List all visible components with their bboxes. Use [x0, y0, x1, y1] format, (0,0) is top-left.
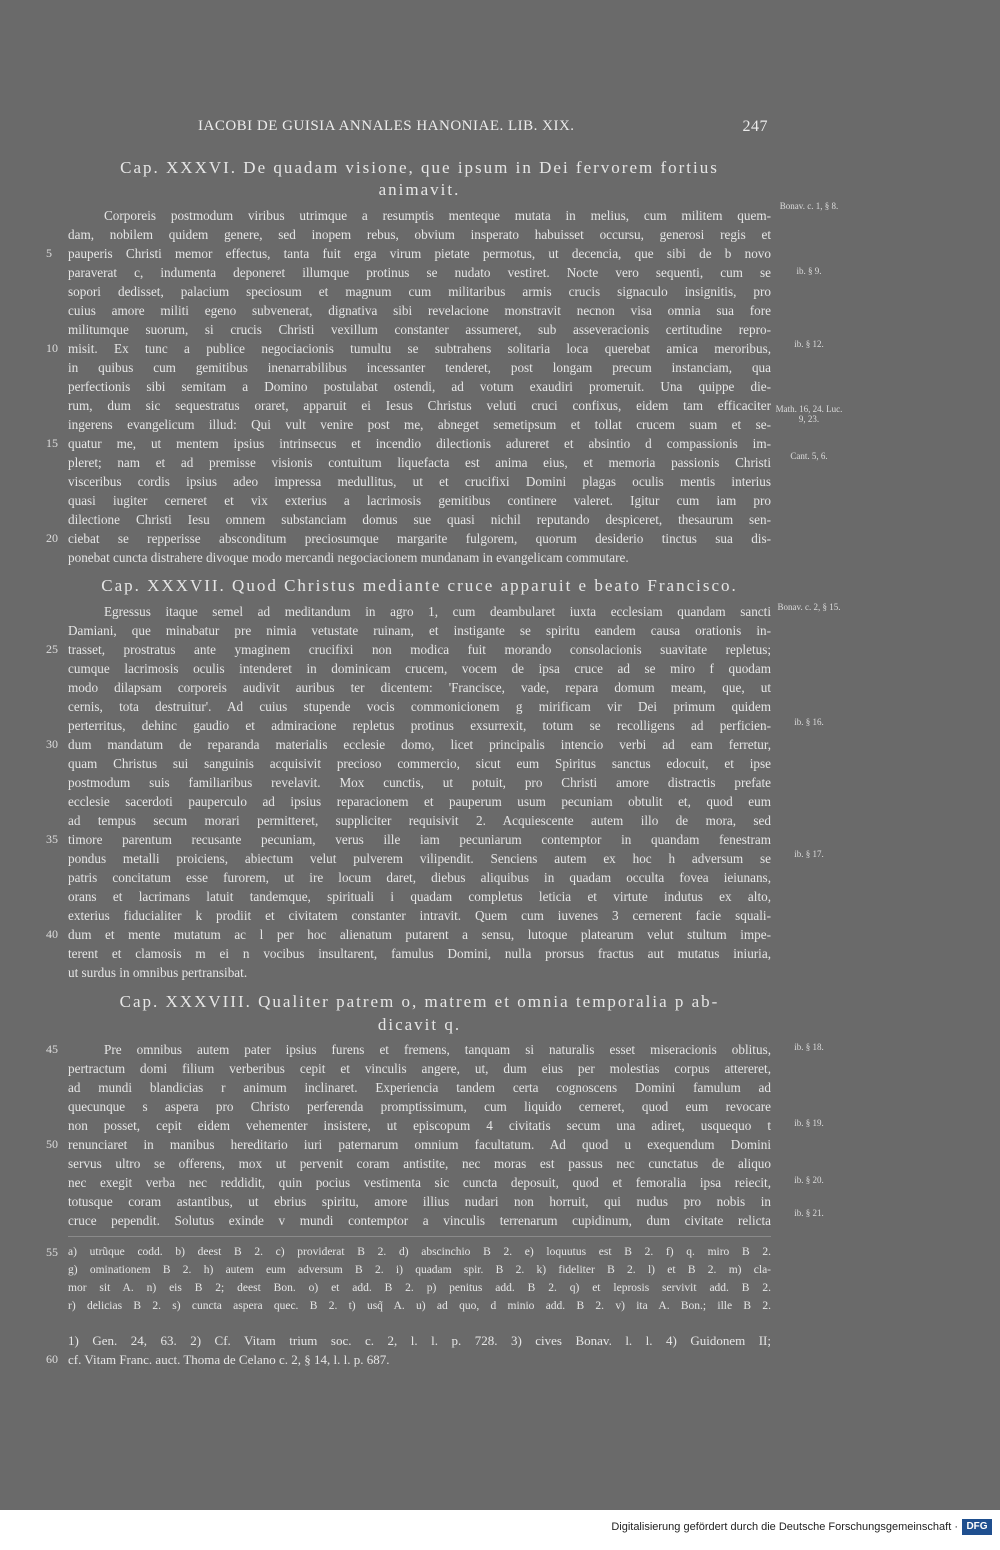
margin-note: ib. § 21. [794, 1208, 824, 1218]
footnote-line: a) utrũque codd. b) deest B 2. c) providerat B 2. d) abscinchio B 2. e) loquutus est B 2. f) q. miro B 2. [68, 1246, 771, 1258]
line-number: 30 [46, 737, 58, 751]
margin-note: ib. § 17. [794, 849, 824, 859]
chapter-heading: Cap. XXXVII. Quod Christus mediante cruce apparuit e beato Francisco. [101, 576, 738, 595]
text-line: nec exegit verba nec reddidit, quin pocius vestimenta sic cuncta deposuit, quod et femoralia ipsa reiecit, [68, 1175, 771, 1190]
text-line: quasi iugiter cerneret et vix exterius a lacrimosis gemitibus continere valeret. Igitur cum iam pro [68, 493, 771, 508]
text-line: postmodum suis familiaribus revelavit. Mox cunctis, ut potuit, pro Christi amore distractis prefate [68, 775, 771, 790]
text-line: ad mundi blandicias r animum inclinaret. Experiencia tandem certa cognoscens Domini famulum ad [68, 1080, 771, 1095]
line-number: 35 [46, 832, 58, 846]
text-line: renunciaret in manibus hereditario iuri paternarum omnium facultatum. Ad quod u exequendum Domini [68, 1137, 771, 1152]
page-number: 247 [742, 118, 768, 135]
reference-line: cf. Vitam Franc. auct. Thoma de Celano c. 2, § 14, l. l. p. 687. [68, 1352, 390, 1367]
text-line: pauperis Christi memor effectus, tanta fuit erga virum pietate permotus, ut decencia, que sibi de b novo [68, 246, 771, 261]
margin-note: ib. § 12. [794, 339, 824, 349]
text-line: dilectione Christi Iesu omnem substanciam domus sue quasi nichil reputando despiceret, thesaurum sen- [68, 512, 771, 527]
text-line: ut surdus in omnibus pertransibat. [68, 965, 248, 980]
text-line: pleret; nam et ad premisse visionis contuitum liquefacta est anima eius, et memoria passionis Christi [68, 455, 771, 470]
text-line: paraverat c, indumenta deponeret illumque protinus se nudato vestiret. Nocte vero sequenti, cum se [68, 265, 771, 280]
dfg-logo: DFG [962, 1519, 992, 1535]
text-line: perterritus, dehinc gaudio et admiracione repletus protinus exsurrexit, totum se recolligens ad perficien- [68, 718, 771, 733]
text-line: sopori dedisset, palacium speciosum et magnum cum militaribus armis crucis signaculo insignitis, pro [68, 284, 771, 299]
text-line: rum, dum sic sequestratus oraret, apparuit ei Iesus Christus veluti cruci confixus, eidem tam efficaciter [68, 398, 771, 413]
text-line: militumque suorum, si crucis Christi vexillum constanter assumeret, sub asseveracionis certitudine repro- [68, 322, 771, 337]
line-number: 40 [46, 927, 58, 941]
text-line: quam Christus sui sanguinis acquisivit precioso commercio, sicut eum Spiritus sanctus edocuit, et ipse [68, 756, 771, 771]
text-line: quecunque s aspera pro Christo perferenda promptissimum, cum liquido cerneret, quod eum revocare [68, 1099, 771, 1114]
chapter-heading: animavit. [378, 180, 461, 199]
line-number: 5 [46, 246, 52, 260]
line-number: 10 [46, 341, 58, 355]
footnote-rule [68, 1236, 771, 1237]
text-line: cumque lacrimosis oculis intenderet in dominicam crucem, vocem de ipsa cruce ad se miro f quodam [68, 661, 771, 676]
chapter-heading: Cap. XXXVI. De quadam visione, que ipsum in Dei fervorem fortius [120, 158, 719, 177]
text-line: cuius amore militi egeno subvenerat, dignativa sibi revelacione monstravit necnon visa omnia sua fore [68, 303, 771, 318]
text-line: servus ultro se offerens, mox ut pervenit coram antistite, nec moras est passus nec cunctatus de aliquo [68, 1156, 771, 1171]
margin-note: Bonav. c. 2, § 15. [777, 602, 841, 612]
text-line: ingerens evangelicum illud: Qui vult venire post me, abneget semetipsum et tollat crucem suam et se- [68, 417, 771, 432]
margin-note: Cant. 5, 6. [790, 451, 828, 461]
chapter-heading: Cap. XXXVIII. Qualiter patrem o, matrem et omnia temporalia p ab- [119, 992, 720, 1011]
text-line: Corporeis postmodum viribus utrimque a resumptis menteque mutata in melius, cum militem quem- [104, 208, 771, 223]
margin-note: Bonav. c. 1, § 8. [779, 201, 839, 211]
line-number: 20 [46, 531, 58, 545]
text-line: dum et mente mutatum ac l per hoc alienatum putarent a sensu, lutoque platearum velut stultum impe- [68, 927, 771, 942]
line-number: 15 [46, 436, 58, 450]
text-line: perfectionis sibi semitam a Domino postulabat ostendi, ad votum exaudiri promeruit. Una quippe die- [68, 379, 771, 394]
margin-note: ib. § 19. [794, 1118, 824, 1128]
text-line: patris concitatum esse furorem, ut ire locum daret, diebus aliquibus in quadam occulta fovea ieiunans, [68, 870, 771, 885]
reference-line: 1) Gen. 24, 63. 2) Cf. Vitam trium soc. c. 2, l. l. p. 728. 3) cives Bonav. l. l. 4) Guidonem II; [68, 1333, 771, 1348]
text-line: cruce pependit. Solutus exinde v mundi contemptor a vinculis terrenarum cupidinum, dum civitate relicta [68, 1213, 771, 1228]
footnote-line: g) ominationem B 2. h) autem eum adversum B 2. i) quadam spir. B 2. k) fideliter B 2. l) et B 2. m) cla- [68, 1264, 771, 1276]
margin-note: ib. § 9. [796, 266, 822, 276]
text-line: dum mandatum de reparanda materialis ecclesie domo, licet principalis intencio verbi ad eam ferretur, [68, 737, 771, 752]
line-number: 60 [46, 1352, 58, 1366]
text-line: dam, nobilem quidem genere, sed inopem rebus, obvium insperato habuisset occursu, generosi regis et [68, 227, 771, 242]
text-line: orans et lacrimans latuit tandemque, spirituali i quadam completus leticia et virtute indutus ex alto, [68, 889, 771, 904]
text-line: timore parentum recusante pecuniam, verus ille iam pecuniarum contemptor in quandam fenestram [68, 832, 771, 847]
text-line: quatur me, ut mentem ipsius intrinsecus et incendio dilectionis adureret et absintio d compassionis im- [68, 436, 771, 451]
text-line: cernis, tota destruitur'. Ad cuius stupende vocis commonicionem g mirificam vir Dei primum quidem [68, 699, 771, 714]
margin-note: ib. § 16. [794, 717, 824, 727]
text-line: ecclesie sacerdoti pauperculo ad ipsius reparacionem et pauperum usum pecuniam obtulit et, quod eum [68, 794, 771, 809]
text-line: modo dilapsam corporeis audivit auribus ter dicentem: 'Francisce, vade, repara domum meam, que, ut [68, 680, 771, 695]
margin-note: Math. 16, 24. Luc. 9, 23. [775, 404, 843, 424]
text-line: pondus metalli proiciens, abiectum velut pulverem vilipendit. Senciens autem ex hoc h adversum se [68, 851, 771, 866]
text-line: pertractum domi filium verberibus cepit et vinculis angere, ut, dum eius per molestias corpus attereret, [68, 1061, 771, 1076]
text-line: Damiani, que minabatur pre nimia vetustate ruinam, et instigante se spiritu eandem causa orationis in- [68, 623, 771, 638]
line-number: 50 [46, 1137, 58, 1151]
chapter-heading: dicavit q. [377, 1015, 462, 1034]
line-number: 55 [46, 1245, 58, 1259]
text-line: ciebat se repperisse absconditum preciosumque margarite fulgorem, quorum desiderio tinctus sua dis- [68, 531, 771, 546]
text-line: in quibus cum gemitibus inenarrabilibus incessanter tenderet, post longam precum instanciam, qua [68, 360, 771, 375]
text-line: visceribus cordis ipsius adeo impressa medullitus, ut et crucifixi Domini plagas oculis mentis interius [68, 474, 771, 489]
text-line: totusque coram astantibus, ut ebrius spiritu, amore illius nudari non horruit, qui nudus pro nobis in [68, 1194, 771, 1209]
line-number: 45 [46, 1042, 58, 1056]
footnote-line: mor sit A. n) eis B 2; deest Bon. o) et add. B 2. p) penitus add. B 2. q) et leprosis servivit add. B 2. [68, 1282, 771, 1294]
text-line: ad tempus secum morari permitteret, suppliciter requisivit 2. Acquiescente autem illo de mora, sed [68, 813, 771, 828]
text-line: Egressus itaque semel ad meditandum in agro 1, cum deambularet iuxta ecclesiam quandam sancti [104, 604, 771, 619]
text-line: Pre omnibus autem pater ipsius furens et fremens, tanquam si naturalis esset miseracionis oblitus, [104, 1042, 771, 1057]
margin-note: ib. § 20. [794, 1175, 824, 1185]
text-line: terent et clamosis m ei n vocibus insultarent, famulus Domini, nulla prorsus fractus aut mutatus iniuria, [68, 946, 771, 961]
running-title: IACOBI DE GUISIA ANNALES HANONIAE. LIB. XIX. [198, 118, 575, 134]
text-line: ponebat cuncta distrahere divoque modo mercandi negociacionem mundanam in evangelicam commutare. [68, 550, 629, 565]
dfg-credit: Digitalisierung gefördert durch die Deutsche Forschungsgemeinschaft · [611, 1521, 958, 1533]
text-line: exterius fiducialiter k prodiit et civitatem constanter intravit. Quem cum iuvenes 3 cernerent facie squali- [68, 908, 771, 923]
footnote-line: r) delicias B 2. s) cuncta aspera quec. B 2. t) usq̃ A. u) ad quo, d minio add. B 2. v) ita A. Bon.; ille B 2. [68, 1300, 771, 1312]
footer-bar [0, 1510, 1000, 1550]
text-line: misit. Ex tunc a publice negociacionis tumultu se subtrahens solitaria loca querebat amica meroribus, [68, 341, 771, 356]
line-number: 25 [46, 642, 58, 656]
text-line: trasset, prostratus ante ymaginem crucifixi non modica fuit morando consolacionis suavitate repletus; [68, 642, 771, 657]
margin-note: ib. § 18. [794, 1042, 824, 1052]
text-line: non posset, cepit eidem vehementer insistere, ut episcopum 4 civitatis secum una adiret, usquequo t [68, 1118, 771, 1133]
